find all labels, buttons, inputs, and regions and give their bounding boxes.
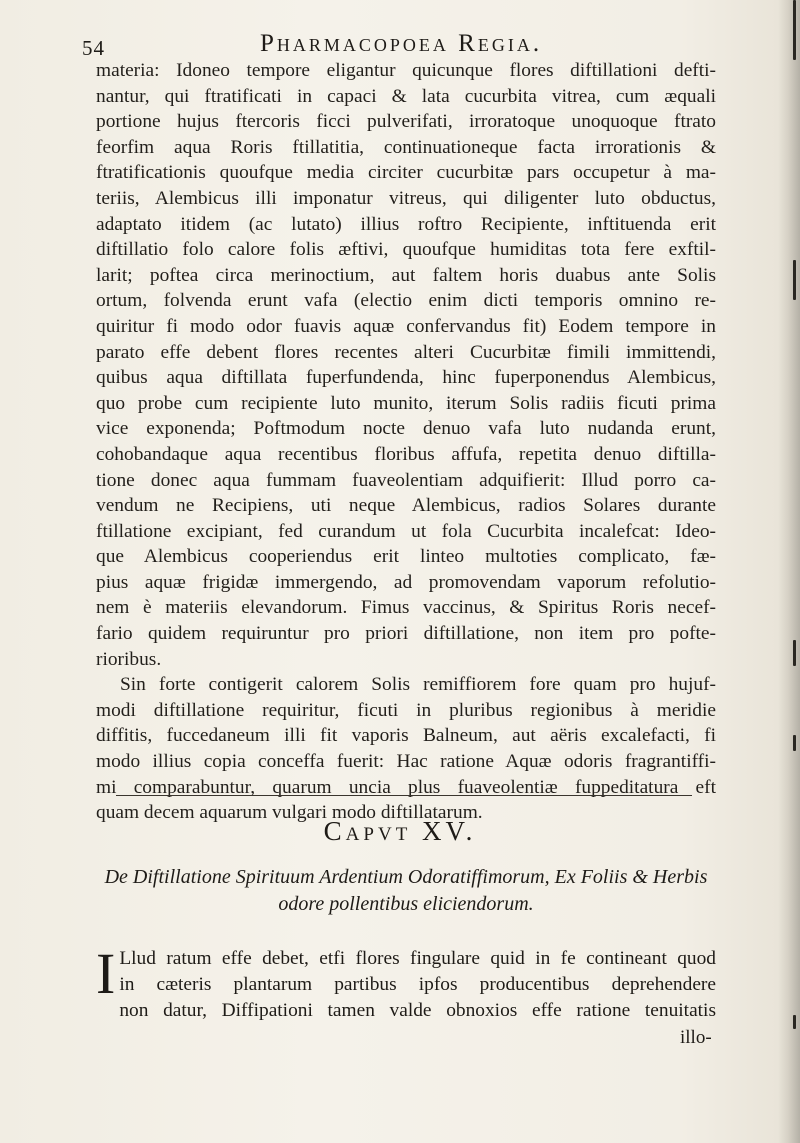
text-line: nem è materiis elevandorum. Fimus vaccinus, & Spiritus Roris necef- xyxy=(96,597,716,619)
catchword: illo- xyxy=(680,1027,712,1048)
text-line: portione hujus ftercoris ficci pulverifati, irroratoque unoquoque ftrato xyxy=(96,111,716,133)
text-line: cohobandaque aqua recentibus floribus affufa, repetita denuo diftilla- xyxy=(96,443,716,465)
edge-mark xyxy=(793,1015,796,1029)
edge-mark xyxy=(793,735,796,751)
chapter-title: Capvt XV. xyxy=(323,816,477,846)
opening-line: Llud ratum effe debet, etfi flores fingulare quid in fe contineant quod xyxy=(119,948,716,969)
text-line: ftillatione excipiant, fed curandum ut fola Cucurbita incalefcat: Ideo- xyxy=(96,520,716,542)
text-line: ftratificationis quoufque media circiter cucurbitæ pars occupetur à ma- xyxy=(96,162,716,184)
paragraph-line: mi comparabuntur, quarum uncia plus fuaveolentiæ fuppeditatura eft xyxy=(96,776,716,798)
text-line: larit; poftea circa merinoctium, aut faltem horis duabus ante Solis xyxy=(96,264,716,286)
paragraph-line: modi diftillatione requiritur, ficuti in pluribus regionibus à meridie xyxy=(96,699,716,721)
text-line: diftillatio folo calore folis æftivi, quoufque humiditas tota fere exftil- xyxy=(96,239,716,261)
text-line: materia: Idoneo tempore eligantur quicunque flores diftillationi defti- xyxy=(96,60,716,81)
text-line: quiritur fi modo odor fuavis aquæ confervandus fit) Eodem tempore in xyxy=(96,315,716,337)
paragraph-line: modo illius copia conceffa fuerit: Hac ratione Aquæ odoris fragrantiffi- xyxy=(96,751,716,773)
edge-mark xyxy=(793,640,796,666)
text-line: parato effe debent flores recentes alteri Cucurbitæ fimili immittendi, xyxy=(96,341,716,363)
text-line: rioribus. xyxy=(96,648,162,670)
text-line: quibus aqua diftillata fuperfundenda, hinc fuperponendus Alembicus, xyxy=(96,367,716,389)
paragraph-line: quam decem aquarum vulgari modo diftillatarum. xyxy=(96,802,483,824)
text-line: ortum, folvenda erunt vafa (electio enim dicti temporis omnino re- xyxy=(96,290,716,312)
text-line: feorfim aqua Roris ftillatitia, continuationeque facta irrorationis & xyxy=(96,136,716,158)
page-edge-shadow xyxy=(778,0,800,1143)
text-line: pius aquæ frigidæ immergendo, ad promovendam vaporum refolutio- xyxy=(96,571,716,593)
chapter-subtitle xyxy=(96,864,716,918)
chapter-subtitle-line: De Diftillatione Spirituum Ardentium Odoratiffimorum, Ex Foliis & Herbis xyxy=(104,866,708,888)
paragraph-line: diffitis, fuccedaneum illi fit vaporis Balneum, aut aëris excalefacti, fi xyxy=(96,725,716,747)
edge-mark xyxy=(793,260,796,300)
text-line: adaptato itidem (ac lutato) illius roftro Recipiente, inftituenda erit xyxy=(96,213,716,235)
opening-line: in cæteris plantarum partibus ipfos producentibus deprehendere xyxy=(119,974,716,995)
text-line: vice exponenda; Poftmodum nocte denuo vafa luto nudanda erunt, xyxy=(96,418,716,440)
paragraph-line: Sin forte contigerit calorem Solis remiffiorem fore quam pro hujuf- xyxy=(120,674,716,696)
chapter-subtitle-line: odore pollentibus eliciendorum. xyxy=(278,893,534,915)
opening-line: non datur, Diffipationi tamen valde obnoxios effe ratione tenuitatis xyxy=(119,1000,716,1021)
text-line: nantur, qui ftratificati in capaci & lata cucurbita vitrea, cum æquali xyxy=(96,85,716,107)
text-line: fario quidem requiruntur pro priori diftillatione, non item pro pofte- xyxy=(96,623,716,645)
page-number: 54 xyxy=(82,36,105,60)
text-line: quo probe cum recipiente luto munito, iterum Solis radiis ficuti prima xyxy=(96,392,716,414)
drop-cap: I xyxy=(96,941,116,1006)
main-text-block xyxy=(96,58,716,826)
text-line: que Alembicus cooperiendus erit linteo multoties complicato, fæ- xyxy=(96,546,716,568)
running-title: Pharmacopoea Regia. xyxy=(260,30,543,57)
edge-mark xyxy=(793,0,796,60)
text-line: tione donec aqua fummam fuaveolentiam adquifierit: Illud porro ca- xyxy=(96,469,716,491)
text-line: vendum ne Recipiens, uti neque Alembicus, radios Solares durante xyxy=(96,495,716,517)
text-line: teriis, Alembicus illi imponatur vitreus, qui diligenter luto obductus, xyxy=(96,187,716,209)
chapter-opening-paragraph xyxy=(96,941,716,1024)
section-divider xyxy=(116,795,692,796)
